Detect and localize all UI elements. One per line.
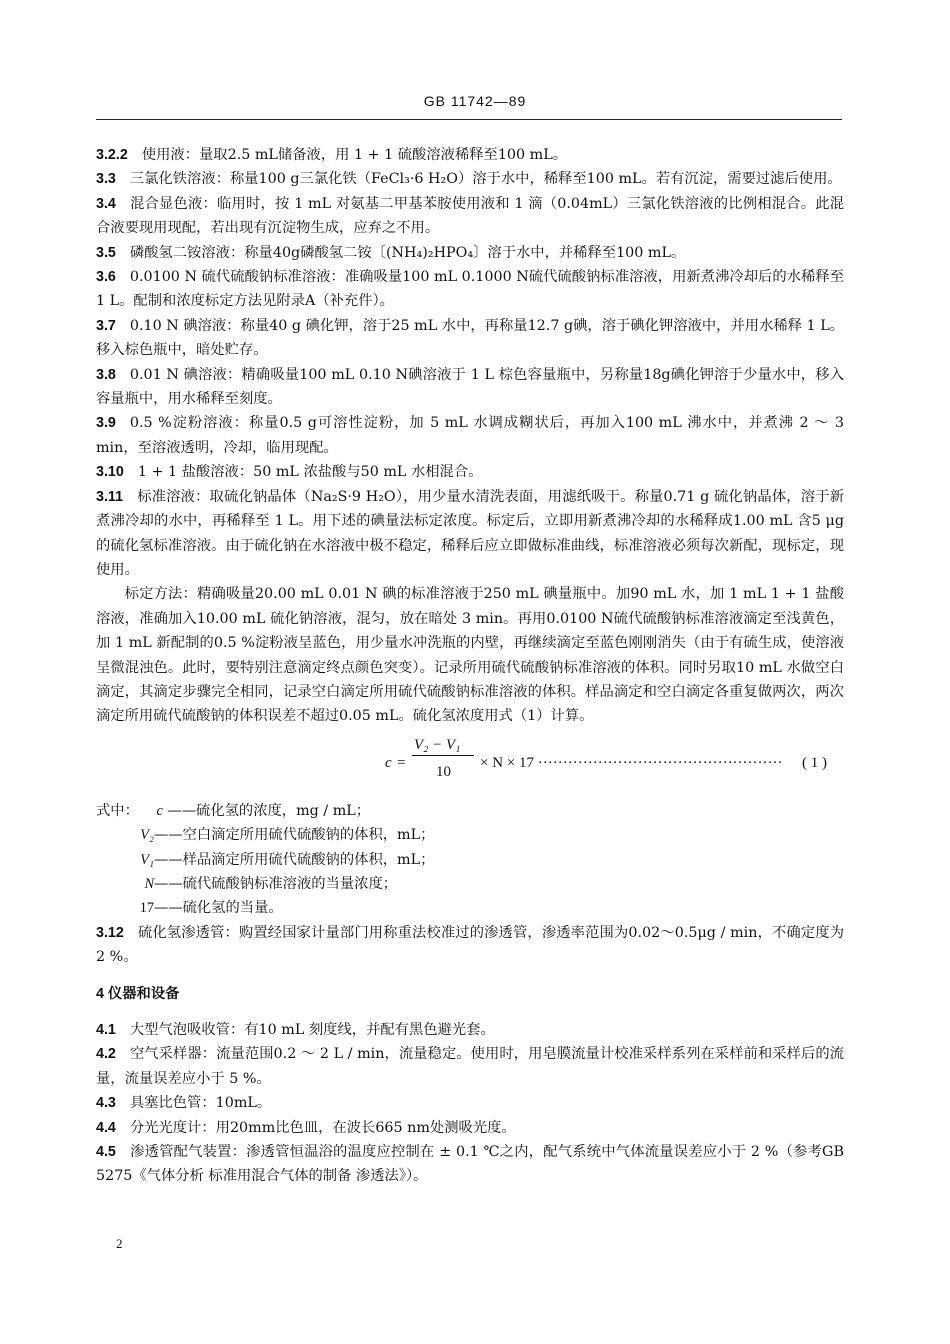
where-definition: ——硫化氢的当量。: [154, 900, 283, 917]
clause-text: 三氯化铁溶液：称量100 g三氯化铁（FeCl₃·6 H₂O）溶于水中，稀释至100 mL。若有沉淀，需要过滤后使用。: [129, 171, 842, 188]
clause-number: 4.1: [96, 1022, 116, 1038]
clause-paragraph: [96, 460, 844, 484]
clause-text: 磷酸氢二铵溶液：称量40g磷酸氢二铵〔(NH₄)₂HPO₄〕溶于水中，并稀释至100 mL。: [129, 244, 686, 261]
clause-paragraph: [96, 265, 844, 314]
where-definition: ——硫化氢的浓度，mg / mL；: [167, 802, 371, 819]
section-heading-4: 4 仪器和设备: [96, 985, 180, 1002]
where-symbol: N: [144, 875, 154, 892]
where-item: [96, 896, 844, 920]
clause-text: 0.10 N 碘溶液：称量40 g 碘化钾，溶于25 mL 水中，再称量12.7 g碘，溶于碘化钾溶液中，并用水稀释 1 L。移入棕色瓶中，暗处贮存。: [96, 317, 844, 359]
formula-rest: × N × 17 ·················································: [480, 754, 783, 771]
formula-fraction-bar: [412, 755, 474, 756]
clause-text: 硫化氢渗透管：购置经国家计量部门用称重法校准过的渗透管，渗透率范围为0.02～0.5μg / min，不确定度为 2 %。: [96, 924, 844, 966]
clause-number: 3.5: [96, 244, 116, 261]
where-intro: 式中：: [96, 802, 139, 819]
clause-text: 具塞比色管：10mL。: [129, 1095, 272, 1112]
clause-paragraph: [96, 411, 844, 460]
clause-text: 分光光度计：用20mm比色皿，在波长665 nm处测吸光度。: [129, 1119, 516, 1136]
paragraphs-section-3: [96, 143, 844, 582]
where-definition: ——硫代硫酸钠标准溶液的当量浓度；: [154, 875, 398, 892]
where-definition: ——空白滴定所用硫代硫酸钠的体积，mL；: [154, 827, 435, 844]
clause-number: 4.2: [96, 1046, 116, 1063]
clause-paragraph: [96, 192, 844, 241]
clause-text: 混合显色液：临用时，按 1 mL 对氨基二甲基苯胺使用液和 1 滴（0.04mL）三氯化铁溶液的比例相混合。此混合液要现用现配，若出现有沉淀物生成，应弃之不用。: [96, 195, 844, 237]
clause-paragraph: [96, 1116, 844, 1140]
clause-text: 1 + 1 盐酸溶液：50 mL 浓盐酸与50 mL 水相混合。: [137, 464, 483, 481]
clause-paragraph: [96, 1140, 844, 1189]
clause-text: 标准溶液：取硫化钠晶体（Na₂S·9 H₂O），用少量水清洗表面，用滤纸吸干。称量0.71 g 硫化钠晶体，溶于新煮沸冷却的水中，再稀释至 1 L。用下述的碘量法标定浓度。标定后，立即用新煮沸冷却的水稀释成1.00 mL 含5 μg的硫化氢标准溶液。由于硫化钠在水溶液中极不稳定，稀释后应立即做标准曲线，标准溶液必须每次新配，现标定，现使用。: [96, 488, 844, 578]
clause-number: 3.8: [96, 366, 116, 383]
clause-paragraph: [96, 241, 844, 265]
formula-number: ( 1 ): [802, 754, 827, 771]
paragraphs-section-4: [96, 1018, 844, 1189]
document-body: [96, 143, 844, 1189]
formula-lhs: c: [385, 754, 392, 771]
formula-equals: =: [397, 754, 406, 771]
formula-1: [96, 733, 844, 799]
clause-number: 3.3: [96, 171, 116, 188]
page-number: 2: [116, 1236, 123, 1251]
formula-denominator: 10: [436, 763, 451, 780]
clause-number: 3.9: [96, 415, 116, 432]
clause-paragraph: [96, 485, 844, 583]
where-item: [96, 848, 844, 872]
calibration-paragraph: 标定方法：精确吸量20.00 mL 0.01 N 碘的标准溶液于250 mL 碘量瓶中。加90 mL 水，加 1 mL 1 + 1 盐酸溶液，准确加入10.00 mL 硫化钠溶液，混匀，放在暗处 3 min。再用0.0100 N硫代硫酸钠标准溶液滴定至浅黄色，加 1 mL 新配制的0.5 %淀粉液呈蓝色，用少量水冲洗瓶的内壁，再继续滴定至蓝色刚刚消失（由于有硫生成，使溶液呈微混浊色。此时，要特别注意滴定终点颜色突变）。记录所用硫代硫酸钠标准溶液的体积。同时另取10 mL 水做空白滴定，其滴定步骤完全相同，记录空白滴定所用硫代硫酸钠标准溶液的体积。样品滴定和空白滴定各重复做两次，两次滴定所用硫代硫酸钠的体积误差不超过0.05 mL。硫化氢浓度用式（1）计算。: [96, 586, 844, 725]
where-symbol: V₂: [140, 827, 154, 844]
where-item: [96, 799, 844, 823]
where-item: [96, 872, 844, 896]
clause-number: 3.2.2: [96, 147, 128, 163]
clause-paragraph: [96, 363, 844, 412]
where-definition: ——样品滴定所用硫代硫酸钠的体积，mL；: [154, 851, 435, 868]
where-item: [96, 823, 844, 847]
clause-number: 3.4: [96, 195, 116, 212]
clause-text: 使用液：量取2.5 mL储备液，用 1 + 1 硫酸溶液稀释至100 mL。: [141, 147, 568, 163]
clause-text: 0.0100 N 硫代硫酸钠标准溶液：准确吸量100 mL 0.1000 N硫代硫酸钠标准溶液，用新煮沸冷却后的水稀释至 1 L。配制和浓度标定方法见附录A（补充件）。: [96, 269, 844, 310]
clause-number: 3.6: [96, 269, 116, 286]
where-symbol: c: [156, 802, 163, 819]
clause-number: 3.11: [96, 488, 124, 505]
clause-paragraph: [96, 314, 844, 363]
document-header: GB 11742—89: [423, 93, 527, 109]
clause-number: 4.4: [96, 1119, 116, 1136]
clause-paragraph: [96, 143, 844, 167]
header-rule: [96, 119, 842, 120]
formula-numerator: V₂ − V₁: [414, 736, 461, 753]
clause-text: 渗透管配气装置：渗透管恒温浴的温度应控制在 ± 0.1 ℃之内，配气系统中气体流量误差应小于 2 %（参考GB 5275《气体分析 标准用混合气体的制备 渗透法》）。: [96, 1144, 844, 1185]
clause-number: 3.12: [96, 924, 124, 941]
clause-number: 4.3: [96, 1095, 116, 1112]
clause-text: 空气采样器：流量范围0.2 ～ 2 L / min，流量稳定。使用时，用皂膜流量计校准采样系列在采样前和采样后的流量，流量误差应小于 5 %。: [96, 1046, 844, 1087]
clause-text: 0.5 %淀粉溶液：称量0.5 g可溶性淀粉，加 5 mL 水调成糊状后，再加入100 mL 沸水中，并煮沸 2 ～ 3 min，至溶液透明，冷却，临用现配。: [96, 415, 844, 456]
clause-number: 4.5: [96, 1144, 116, 1161]
clause-paragraph: [96, 167, 844, 191]
clause-paragraph: [96, 1042, 844, 1091]
clause-text: 0.01 N 碘溶液：精确吸量100 mL 0.10 N碘溶液于 1 L 棕色容量瓶中，另称量18g碘化钾溶于少量水中，移入容量瓶中，用水稀释至刻度。: [96, 366, 844, 408]
where-symbol: 17: [139, 900, 154, 917]
clause-number: 3.10: [96, 464, 124, 481]
paragraph-3-12: [96, 921, 844, 970]
where-symbol: V₁: [140, 851, 154, 868]
clause-paragraph: [96, 1091, 844, 1115]
clause-number: 3.7: [96, 317, 116, 334]
clause-paragraph: [96, 1018, 844, 1042]
clause-text: 大型气泡吸收管：有10 mL 刻度线，并配有黑色避光套。: [129, 1022, 495, 1038]
where-list: [96, 799, 844, 921]
